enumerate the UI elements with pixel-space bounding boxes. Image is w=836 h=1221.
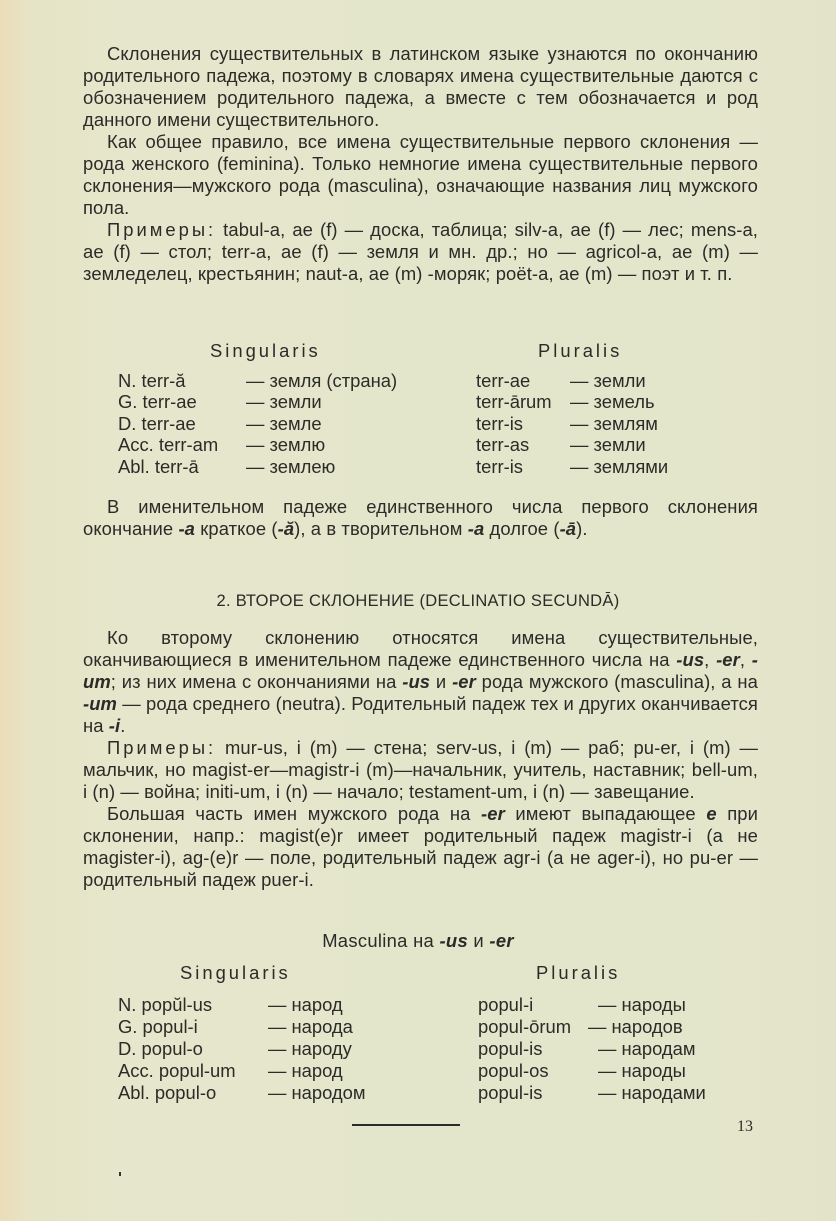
table-row: G. terr-ae xyxy=(118,391,197,412)
table-cell-plural-meaning: — земель xyxy=(570,391,655,412)
table-cell-plural: terr-as xyxy=(476,434,530,455)
intro-text xyxy=(83,43,758,285)
table-cell-plural: popul-i xyxy=(478,994,534,1015)
table-cell-plural-meaning: — землям xyxy=(570,413,658,434)
table-row: D. terr-ae xyxy=(118,413,196,434)
table-cell-meaning: — народа xyxy=(268,1016,353,1037)
table-row: D. popul-o xyxy=(118,1038,203,1059)
table-cell-plural: popul-os xyxy=(478,1060,549,1081)
paper-speck xyxy=(119,1172,121,1176)
note-first-declension: В именительном падеже единственного числа первого склонения окончание -a краткое (-ă), а в творительном -a долгое (-ā). xyxy=(83,496,758,539)
table-cell-plural-meaning: — земли xyxy=(570,434,646,455)
paragraph-second-declension-intro: Ко второму склонению относятся имена существительные, оканчивающиеся в именительном падеже единственного числа на -us, -er, -um; из них имена с окончаниями на -us и -er рода мужского (masculina), а на -um — рода среднего (neutra). Родительный падеж тех и других оканчивается на -i. xyxy=(83,627,759,736)
paragraph-er-note: Большая часть имен мужского рода на -er имеют выпадающее e при склонении, напр.: magist(e)r имеет родительный падеж magistr-i (а не magister-i), ag-(e)r — поле, родительный падеж agr-i (а не ager-i), но pu-er — родительный падеж puer-i. xyxy=(83,803,758,890)
table-row: Abl. popul-o xyxy=(118,1082,217,1103)
declension-table-terra xyxy=(0,340,836,485)
table-cell-plural-meaning: — народы xyxy=(598,994,686,1015)
examples-label: Примеры: xyxy=(107,219,217,240)
table-cell-plural: popul-is xyxy=(478,1038,543,1059)
table-row: Acc. terr-am xyxy=(118,434,219,455)
declension-table-populus xyxy=(0,962,836,1112)
footer-rule xyxy=(352,1124,460,1126)
table-cell-meaning: — народ xyxy=(268,994,343,1015)
plural-header: Pluralis xyxy=(538,340,623,361)
table-cell-meaning: — земле xyxy=(246,413,322,434)
paragraph-examples-first xyxy=(83,219,758,285)
paragraph-first-declension-gender: Как общее правило, все имена существительные первого склонения — рода женского (feminina). Только немногие имена существительные первого склонения—мужского рода (masculina), означающие названия лиц мужского пола. xyxy=(83,131,758,218)
table-cell-meaning: — землю xyxy=(246,434,326,455)
section-heading-second-declension: 2. ВТОРОЕ СКЛОНЕНИЕ (DECLINATIO SECUNDĀ) xyxy=(216,592,620,610)
table-cell-meaning: — землею xyxy=(246,456,336,477)
table-cell-meaning: — земли xyxy=(246,391,322,412)
table-row: N. popŭl-us xyxy=(118,994,213,1015)
table-title-masculina: Masculina на -us и -er xyxy=(322,930,514,951)
table-row: N. terr-ă xyxy=(118,370,186,391)
paragraph-examples-second xyxy=(83,737,758,803)
table-cell-plural: popul-ōrum xyxy=(478,1016,572,1037)
table-cell-plural-meaning: — землями xyxy=(570,456,669,477)
table-cell-plural-meaning: — народами xyxy=(598,1082,706,1103)
table-row: Acc. popul-um xyxy=(118,1060,236,1081)
table-cell-meaning: — народу xyxy=(268,1038,352,1059)
second-declension-text xyxy=(83,627,758,891)
examples-text: tabul-a, ae (f) — доска, таблица; silv-a, ae (f) — лес; mens-a, ae (f) — стол; terr-a, ae (f) — земля и мн. др.; но — agricol-a, ae (m) — земледелец, крестьянин; naut-a, ae (m) -моряк; poёt-a, ae (m) — поэт и т. п. xyxy=(83,219,758,284)
singular-header: Singularis xyxy=(180,962,291,983)
table-cell-meaning: — земля (страна) xyxy=(246,370,398,391)
examples-label: Примеры: xyxy=(107,737,217,758)
table-cell-plural-meaning: — народы xyxy=(598,1060,686,1081)
table-cell-meaning: — народ xyxy=(268,1060,343,1081)
table-row: G. popul-i xyxy=(118,1016,198,1037)
paragraph-declension-intro: Склонения существительных в латинском языке узнаются по окончанию родительного падежа, поэтому в словарях имена существительные даются с обозначением родительного падежа, а вместе с тем обозначается и род данного имени существительного. xyxy=(83,43,758,130)
table-cell-plural: popul-is xyxy=(478,1082,543,1103)
singular-header: Singularis xyxy=(210,340,321,361)
page-number: 13 xyxy=(737,1118,753,1135)
plural-header: Pluralis xyxy=(536,962,621,983)
table-cell-meaning: — народом xyxy=(268,1082,366,1103)
table-cell-plural: terr-ae xyxy=(476,370,531,391)
table-row: Abl. terr-ā xyxy=(118,456,199,477)
table-cell-plural-meaning: — народам xyxy=(598,1038,696,1059)
table-cell-plural-meaning: — народов xyxy=(588,1016,683,1037)
table-cell-plural-meaning: — земли xyxy=(570,370,646,391)
table-cell-plural: terr-is xyxy=(476,456,523,477)
examples-text: mur-us, i (m) — стена; serv-us, i (m) — раб; pu-er, i (m) — мальчик, но magist-er—magistr-i (m)—начальник, учитель, наставник; bell-um, i (n) — война; initi-um, i (n) — начало; testament-um, i (n) — завещание. xyxy=(83,737,758,802)
table-cell-plural: terr-ārum xyxy=(476,391,552,412)
table-cell-plural: terr-is xyxy=(476,413,523,434)
